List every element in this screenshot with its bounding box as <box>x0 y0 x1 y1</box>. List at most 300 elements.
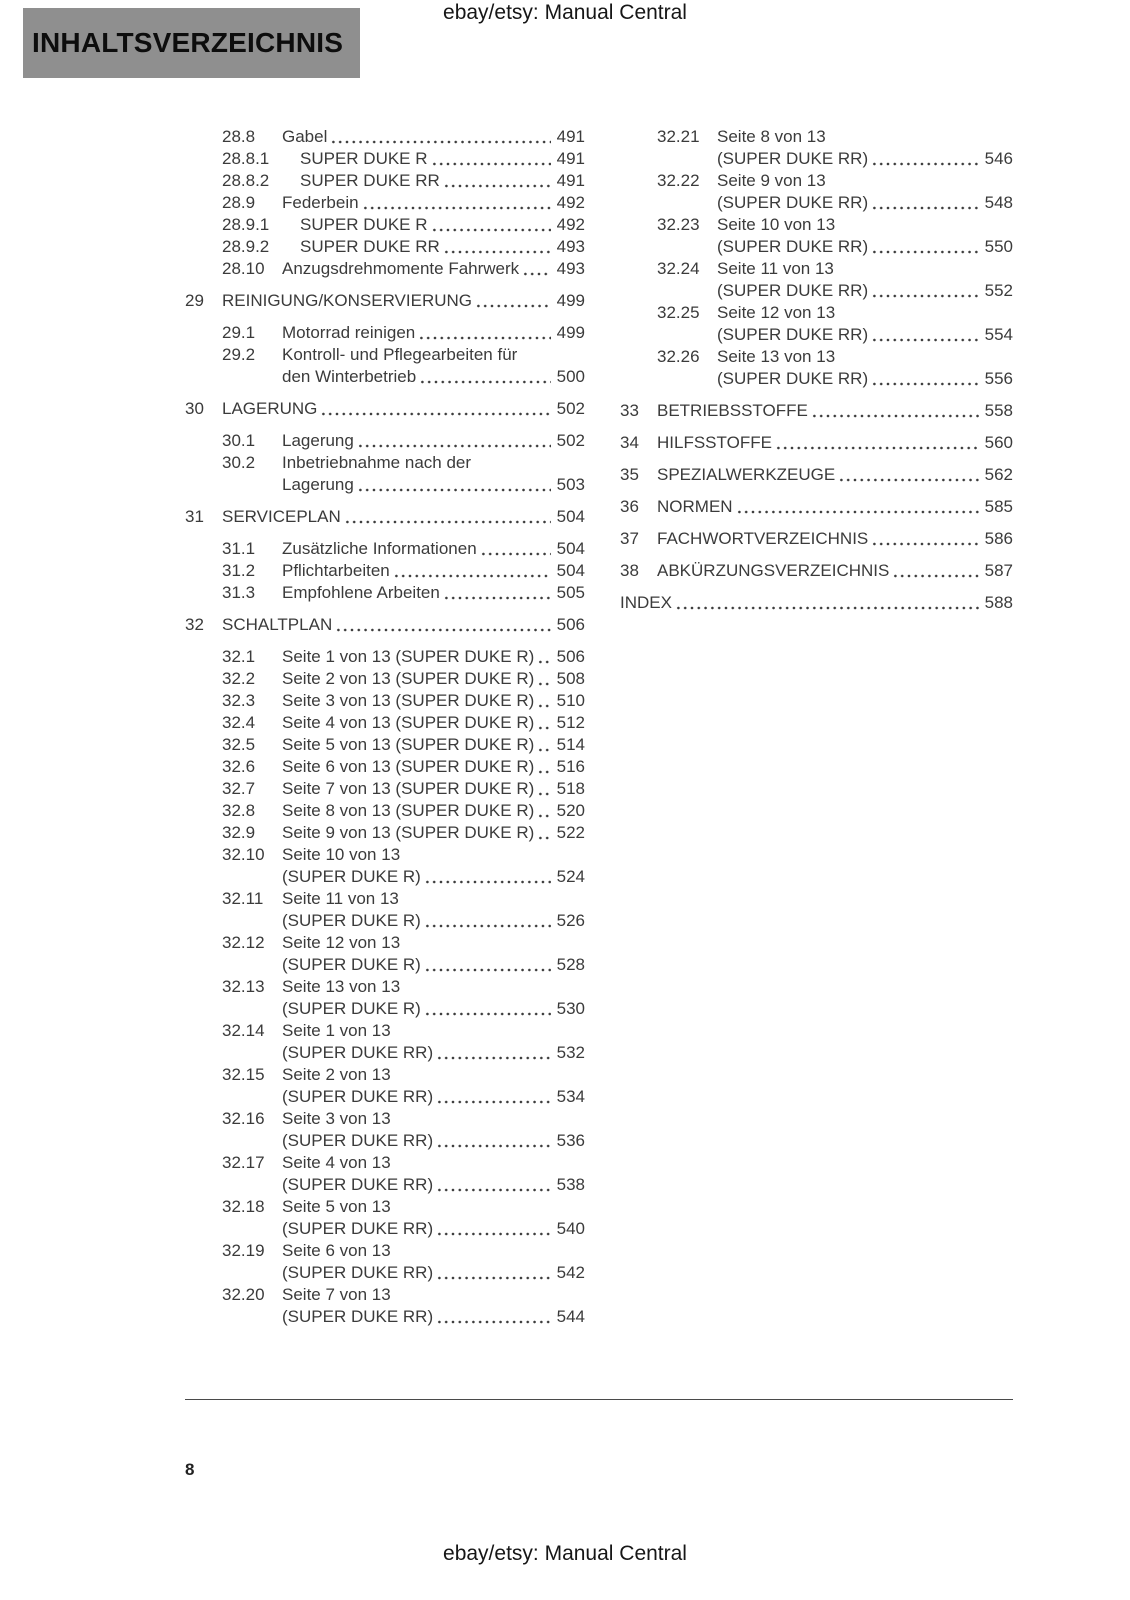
toc-entry-title: (SUPER DUKE RR) <box>717 325 869 344</box>
toc-leader-dots <box>436 1086 551 1108</box>
toc-entry-title: Empfohlene Arbeiten <box>282 583 440 602</box>
toc-entry <box>185 976 585 1020</box>
toc-entry <box>185 126 585 148</box>
toc-entry-title: (SUPER DUKE RR) <box>282 1043 434 1062</box>
toc-entry-number: 32.25 <box>657 303 700 322</box>
toc-entry-title: Seite 2 von 13 <box>282 1065 391 1084</box>
toc-entry <box>185 800 585 822</box>
toc-entry-line <box>657 302 1013 324</box>
toc-entry-title: Seite 8 von 13 <box>717 127 826 146</box>
toc-entry-line <box>657 170 1013 192</box>
toc-entry-line <box>657 324 1013 346</box>
toc-entry-page: 502 <box>556 431 585 450</box>
toc-entry-title: (SUPER DUKE R) <box>282 867 421 886</box>
toc-entry-title: Inbetriebnahme nach der <box>282 453 472 472</box>
toc-entry-line <box>620 464 1013 486</box>
toc-entry-number: 32.2 <box>222 669 256 688</box>
toc-entry-number: 32.6 <box>222 757 256 776</box>
toc-leader-dots <box>443 236 551 258</box>
toc-entry-number: 37 <box>620 529 639 548</box>
toc-entry-indent-spacer <box>222 1130 282 1152</box>
toc-leader-dots <box>431 148 551 170</box>
toc-entry <box>185 236 585 258</box>
toc-entry-page: 514 <box>556 735 585 754</box>
toc-entry-line <box>222 1042 585 1064</box>
toc-entry-page: 492 <box>556 215 585 234</box>
toc-entry-line <box>222 1306 585 1328</box>
toc-entry-number: 28.8.2 <box>222 171 270 190</box>
toc-leader-dots <box>892 560 979 582</box>
toc-entry-line <box>222 1218 585 1240</box>
toc-entry-title: Seite 1 von 13 <box>282 1021 391 1040</box>
toc-entry-line <box>222 236 585 258</box>
toc-entry-title: Seite 7 von 13 <box>282 1285 391 1304</box>
toc-entry-page: 528 <box>556 955 585 974</box>
toc-entry-number: 38 <box>620 561 639 580</box>
toc-entry <box>185 932 585 976</box>
toc-entry-title: SPEZIALWERKZEUGE <box>657 465 836 484</box>
toc-entry-title: Seite 6 von 13 <box>282 1241 391 1260</box>
toc-column-right <box>620 126 1013 1328</box>
toc-leader-dots <box>418 322 551 344</box>
toc-entry-line <box>222 1130 585 1152</box>
toc-entry <box>620 400 1013 422</box>
toc-leader-dots <box>424 954 551 976</box>
toc-entry-line <box>222 148 585 170</box>
toc-entry-number: 32.24 <box>657 259 700 278</box>
toc-entry-line <box>222 258 585 280</box>
toc-content <box>185 126 1013 1328</box>
toc-entry-title: Seite 9 von 13 <box>717 171 826 190</box>
toc-entry-line <box>657 346 1013 368</box>
toc-entry-line <box>222 1086 585 1108</box>
toc-entry-page: 500 <box>556 367 585 386</box>
toc-entry-number: 32.11 <box>222 889 264 908</box>
toc-entry-number: 31.1 <box>222 539 256 558</box>
toc-entry-title: Seite 11 von 13 <box>282 889 399 908</box>
toc-entry-title: (SUPER DUKE RR) <box>717 237 869 256</box>
toc-leader-dots <box>871 368 979 390</box>
toc-column-left <box>185 126 585 1328</box>
toc-entry-page: 520 <box>556 801 585 820</box>
toc-entry-number: 32.1 <box>222 647 256 666</box>
toc-entry-number: 29 <box>185 291 204 310</box>
toc-leader-dots <box>871 280 979 302</box>
toc-entry-line <box>222 712 585 734</box>
toc-entry-page: 499 <box>556 323 585 342</box>
toc-leader-dots <box>480 538 551 560</box>
toc-entry-title: Seite 4 von 13 <box>282 1153 391 1172</box>
toc-entry <box>185 690 585 712</box>
toc-entry-page: 512 <box>556 713 585 732</box>
toc-entry-title: Seite 2 von 13 (SUPER DUKE R) <box>282 669 535 688</box>
toc-entry-title: Anzugsdrehmomente Fahrwerk <box>282 259 520 278</box>
toc-entry-title: (SUPER DUKE R) <box>282 999 421 1018</box>
toc-entry-title: (SUPER DUKE RR) <box>282 1131 434 1150</box>
toc-entry <box>185 646 585 668</box>
toc-leader-dots <box>443 170 551 192</box>
toc-entry-page: 562 <box>984 465 1013 484</box>
toc-entry-number: 31.2 <box>222 561 256 580</box>
toc-entry-indent-spacer <box>222 954 282 976</box>
toc-entry <box>185 1196 585 1240</box>
toc-entry-page: 504 <box>556 539 585 558</box>
toc-entry-title: Seite 11 von 13 <box>717 259 834 278</box>
toc-entry-title: Seite 3 von 13 (SUPER DUKE R) <box>282 691 535 710</box>
toc-entry-title: (SUPER DUKE RR) <box>282 1263 434 1282</box>
toc-entry-page: 524 <box>556 867 585 886</box>
toc-leader-dots <box>436 1042 551 1064</box>
toc-entry-line <box>657 280 1013 302</box>
toc-entry-line <box>222 800 585 822</box>
toc-entry-title: (SUPER DUKE R) <box>282 955 421 974</box>
toc-entry-page: 530 <box>556 999 585 1018</box>
toc-entry <box>620 258 1013 302</box>
toc-entry-title: Motorrad reinigen <box>282 323 416 342</box>
toc-entry-line <box>222 126 585 148</box>
toc-entry <box>620 170 1013 214</box>
toc-entry-number: 28.9.2 <box>222 237 270 256</box>
toc-entry-title: Gabel <box>282 127 328 146</box>
toc-entry-title: Seite 5 von 13 (SUPER DUKE R) <box>282 735 535 754</box>
toc-entry <box>185 258 585 280</box>
toc-entry-page: 585 <box>984 497 1013 516</box>
toc-entry-line <box>185 290 585 312</box>
toc-entry-page: 522 <box>556 823 585 842</box>
toc-entry-indent-spacer <box>222 1306 282 1328</box>
toc-entry-number: 33 <box>620 401 639 420</box>
toc-entry-number: 32.12 <box>222 933 265 952</box>
toc-entry-title: SUPER DUKE R <box>300 149 428 168</box>
toc-entry-indent-spacer <box>222 1042 282 1064</box>
toc-entry-line <box>657 258 1013 280</box>
toc-entry-page: 588 <box>984 593 1013 612</box>
toc-entry-line <box>222 690 585 712</box>
toc-entry-page: 506 <box>556 647 585 666</box>
toc-entry-indent-spacer <box>222 910 282 932</box>
toc-entry-line <box>222 170 585 192</box>
toc-entry-indent-spacer <box>222 998 282 1020</box>
toc-entry-line <box>222 844 585 866</box>
toc-leader-dots <box>475 290 551 312</box>
toc-entry <box>185 538 585 560</box>
toc-entry-title: Seite 7 von 13 (SUPER DUKE R) <box>282 779 535 798</box>
toc-leader-dots <box>775 432 979 454</box>
toc-leader-dots <box>871 236 979 258</box>
toc-leader-dots <box>736 496 979 518</box>
toc-entry <box>185 888 585 932</box>
toc-entry <box>185 398 585 420</box>
toc-entry-title: SERVICEPLAN <box>222 507 341 526</box>
toc-leader-dots <box>871 192 979 214</box>
toc-entry-number: 32.20 <box>222 1285 265 1304</box>
toc-leader-dots <box>537 800 551 822</box>
toc-entry-title: Pflichtarbeiten <box>282 561 390 580</box>
toc-entry-indent-spacer <box>222 1174 282 1196</box>
toc-entry <box>185 822 585 844</box>
toc-entry-title: Lagerung <box>282 475 354 494</box>
toc-entry-page: 504 <box>556 507 585 526</box>
toc-entry-line <box>222 366 585 388</box>
toc-entry-line <box>657 214 1013 236</box>
toc-entry-number: 32.26 <box>657 347 700 366</box>
toc-entry-title: (SUPER DUKE R) <box>282 911 421 930</box>
toc-entry-title: REINIGUNG/KONSERVIERUNG <box>222 291 473 310</box>
toc-entry-number: 30.2 <box>222 453 256 472</box>
toc-entry <box>620 528 1013 550</box>
toc-entry-indent-spacer <box>657 236 717 258</box>
toc-entry <box>185 452 585 496</box>
toc-entry-indent-spacer <box>657 324 717 346</box>
toc-entry-title: SCHALTPLAN <box>222 615 333 634</box>
toc-entry-number: 35 <box>620 465 639 484</box>
toc-entry-number: 28.8 <box>222 127 256 146</box>
header-site-title: ebay/etsy: Manual Central <box>443 1 687 24</box>
toc-leader-dots <box>871 324 979 346</box>
toc-entry-indent-spacer <box>657 192 717 214</box>
toc-entry-number: 31 <box>185 507 204 526</box>
toc-entry <box>620 464 1013 486</box>
toc-leader-dots <box>537 668 551 690</box>
toc-entry-line <box>222 1064 585 1086</box>
toc-entry-title: Seite 8 von 13 (SUPER DUKE R) <box>282 801 535 820</box>
toc-entry-line <box>222 1108 585 1130</box>
toc-leader-dots <box>838 464 979 486</box>
toc-entry <box>185 582 585 604</box>
toc-entry-number: 32.5 <box>222 735 256 754</box>
toc-entry-line <box>222 344 585 366</box>
toc-entry-line <box>185 614 585 636</box>
toc-entry-number: 32.4 <box>222 713 256 732</box>
toc-entry-number: 28.9.1 <box>222 215 270 234</box>
toc-entry-title: SUPER DUKE RR <box>300 171 440 190</box>
toc-entry-title: (SUPER DUKE RR) <box>717 281 869 300</box>
toc-entry-line <box>222 1020 585 1042</box>
toc-entry <box>185 712 585 734</box>
toc-entry-title: Zusätzliche Informationen <box>282 539 477 558</box>
toc-entry-page: 540 <box>556 1219 585 1238</box>
toc-entry-title: NORMEN <box>657 497 733 516</box>
toc-leader-dots <box>811 400 979 422</box>
toc-leader-dots <box>436 1306 551 1328</box>
toc-leader-dots <box>362 192 551 214</box>
toc-entry <box>185 290 585 312</box>
toc-entry-title: Seite 9 von 13 (SUPER DUKE R) <box>282 823 535 842</box>
toc-entry-page: 560 <box>984 433 1013 452</box>
toc-entry <box>185 322 585 344</box>
toc-entry-line <box>620 592 1013 614</box>
toc-entry-number: 29.1 <box>222 323 256 342</box>
toc-entry-line <box>222 1240 585 1262</box>
toc-entry-number: 32 <box>185 615 204 634</box>
toc-entry-line <box>222 538 585 560</box>
toc-entry <box>620 126 1013 170</box>
toc-leader-dots <box>335 614 551 636</box>
toc-entry-title: Kontroll- und Pflegearbeiten für <box>282 345 518 364</box>
toc-entry-line <box>185 506 585 528</box>
toc-leader-dots <box>675 592 979 614</box>
toc-entry-line <box>222 474 585 496</box>
toc-entry-title: Seite 10 von 13 <box>282 845 401 864</box>
toc-leader-dots <box>431 214 551 236</box>
toc-entry-page: 508 <box>556 669 585 688</box>
toc-entry-number: 32.13 <box>222 977 265 996</box>
toc-entry-page: 538 <box>556 1175 585 1194</box>
toc-entry <box>185 192 585 214</box>
toc-leader-dots <box>436 1262 551 1284</box>
toc-entry-page: 503 <box>556 475 585 494</box>
toc-leader-dots <box>443 582 551 604</box>
toc-entry-page: 491 <box>556 149 585 168</box>
toc-leader-dots <box>522 258 551 280</box>
toc-entry-page: 558 <box>984 401 1013 420</box>
toc-entry-title: (SUPER DUKE RR) <box>282 1307 434 1326</box>
toc-entry-title: (SUPER DUKE RR) <box>282 1175 434 1194</box>
toc-entry-number: 32.18 <box>222 1197 265 1216</box>
toc-entry-line <box>222 430 585 452</box>
toc-entry-title: Seite 5 von 13 <box>282 1197 391 1216</box>
toc-entry-line <box>222 910 585 932</box>
toc-leader-dots <box>357 430 551 452</box>
toc-leader-dots <box>357 474 551 496</box>
toc-entry-line <box>657 236 1013 258</box>
toc-entry <box>185 430 585 452</box>
toc-entry-indent-spacer <box>657 148 717 170</box>
toc-entry-page: 504 <box>556 561 585 580</box>
toc-entry-title: HILFSSTOFFE <box>657 433 772 452</box>
toc-leader-dots <box>537 690 551 712</box>
toc-entry-number: 32.14 <box>222 1021 265 1040</box>
toc-entry <box>185 214 585 236</box>
toc-entry-indent-spacer <box>657 280 717 302</box>
toc-leader-dots <box>537 778 551 800</box>
toc-entry-line <box>222 322 585 344</box>
toc-leader-dots <box>393 560 551 582</box>
toc-entry-title: Seite 4 von 13 (SUPER DUKE R) <box>282 713 535 732</box>
toc-entry-title: Seite 10 von 13 <box>717 215 836 234</box>
toc-entry <box>620 560 1013 582</box>
toc-entry-line <box>222 1196 585 1218</box>
toc-entry <box>185 1064 585 1108</box>
toc-leader-dots <box>537 756 551 778</box>
toc-entry-number: 28.10 <box>222 259 265 278</box>
toc-entry-page: 505 <box>556 583 585 602</box>
toc-entry-line <box>222 582 585 604</box>
toc-entry-number: 32.3 <box>222 691 256 710</box>
toc-entry-title: den Winterbetrieb <box>282 367 417 386</box>
toc-entry-number: 32.9 <box>222 823 256 842</box>
toc-entry-number: 30 <box>185 399 204 418</box>
toc-entry-line <box>222 1262 585 1284</box>
toc-entry-number: 32.17 <box>222 1153 265 1172</box>
toc-entry-line <box>222 866 585 888</box>
toc-entry <box>620 302 1013 346</box>
toc-entry-number: 32.23 <box>657 215 700 234</box>
toc-entry-page: 534 <box>556 1087 585 1106</box>
toc-banner <box>23 8 360 78</box>
toc-entry-title: (SUPER DUKE RR) <box>717 149 869 168</box>
toc-leader-dots <box>424 910 551 932</box>
toc-entry-title: Seite 13 von 13 <box>282 977 401 996</box>
toc-entry-number: 32.8 <box>222 801 256 820</box>
toc-leader-dots <box>419 366 551 388</box>
toc-leader-dots <box>537 734 551 756</box>
toc-leader-dots <box>320 398 551 420</box>
toc-entry <box>185 148 585 170</box>
toc-entry-title: (SUPER DUKE RR) <box>717 369 869 388</box>
toc-entry-page: 493 <box>556 259 585 278</box>
toc-entry-line <box>222 560 585 582</box>
toc-entry-page: 544 <box>556 1307 585 1326</box>
toc-entry-title: Seite 3 von 13 <box>282 1109 391 1128</box>
toc-leader-dots <box>436 1218 551 1240</box>
toc-entry-line <box>222 452 585 474</box>
toc-entry <box>620 496 1013 518</box>
toc-leader-dots <box>537 712 551 734</box>
toc-entry-page: 516 <box>556 757 585 776</box>
toc-entry-title: LAGERUNG <box>222 399 318 418</box>
toc-entry-number: 32.16 <box>222 1109 265 1128</box>
toc-entry-title: FACHWORTVERZEICHNIS <box>657 529 869 548</box>
toc-entry-page: 552 <box>984 281 1013 300</box>
toc-leader-dots <box>436 1174 551 1196</box>
toc-entry <box>185 560 585 582</box>
toc-entry-line <box>620 560 1013 582</box>
toc-entry <box>185 1152 585 1196</box>
toc-entry-page: 499 <box>556 291 585 310</box>
toc-entry-page: 526 <box>556 911 585 930</box>
toc-entry-page: 554 <box>984 325 1013 344</box>
toc-entry-line <box>222 646 585 668</box>
toc-entry-line <box>222 1284 585 1306</box>
toc-entry-line <box>222 932 585 954</box>
toc-entry-title: (SUPER DUKE RR) <box>717 193 869 212</box>
toc-entry-line <box>222 756 585 778</box>
toc-entry <box>185 778 585 800</box>
toc-entry-indent-spacer <box>222 474 282 496</box>
toc-entry-page: 586 <box>984 529 1013 548</box>
toc-entry-page: 548 <box>984 193 1013 212</box>
toc-entry-page: 542 <box>556 1263 585 1282</box>
toc-entry-title: Seite 6 von 13 (SUPER DUKE R) <box>282 757 535 776</box>
toc-entry-number: 32.22 <box>657 171 700 190</box>
toc-entry-title: Seite 13 von 13 <box>717 347 836 366</box>
toc-entry-title: Seite 12 von 13 <box>282 933 401 952</box>
toc-entry-indent-spacer <box>222 1262 282 1284</box>
toc-entry-number: 32.10 <box>222 845 265 864</box>
toc-entry-title: ABKÜRZUNGSVERZEICHNIS <box>657 561 890 580</box>
toc-entry-number: 28.9 <box>222 193 256 212</box>
toc-entry-page: 532 <box>556 1043 585 1062</box>
toc-entry-page: 502 <box>556 399 585 418</box>
toc-banner-title: INHALTSVERZEICHNIS <box>32 27 344 58</box>
toc-entry-title: BETRIEBSSTOFFE <box>657 401 808 420</box>
toc-entry-page: 493 <box>556 237 585 256</box>
toc-leader-dots <box>424 866 551 888</box>
toc-entry <box>185 614 585 636</box>
toc-entry <box>185 1108 585 1152</box>
toc-entry-line <box>222 822 585 844</box>
toc-entry-page: 556 <box>984 369 1013 388</box>
toc-entry-title: Federbein <box>282 193 359 212</box>
toc-entry-number: 31.3 <box>222 583 256 602</box>
toc-entry <box>185 734 585 756</box>
toc-entry-page: 492 <box>556 193 585 212</box>
toc-entry-indent-spacer <box>222 1086 282 1108</box>
footer-site-title: ebay/etsy: Manual Central <box>443 1542 687 1565</box>
toc-entry-line <box>222 778 585 800</box>
toc-entry-page: 506 <box>556 615 585 634</box>
